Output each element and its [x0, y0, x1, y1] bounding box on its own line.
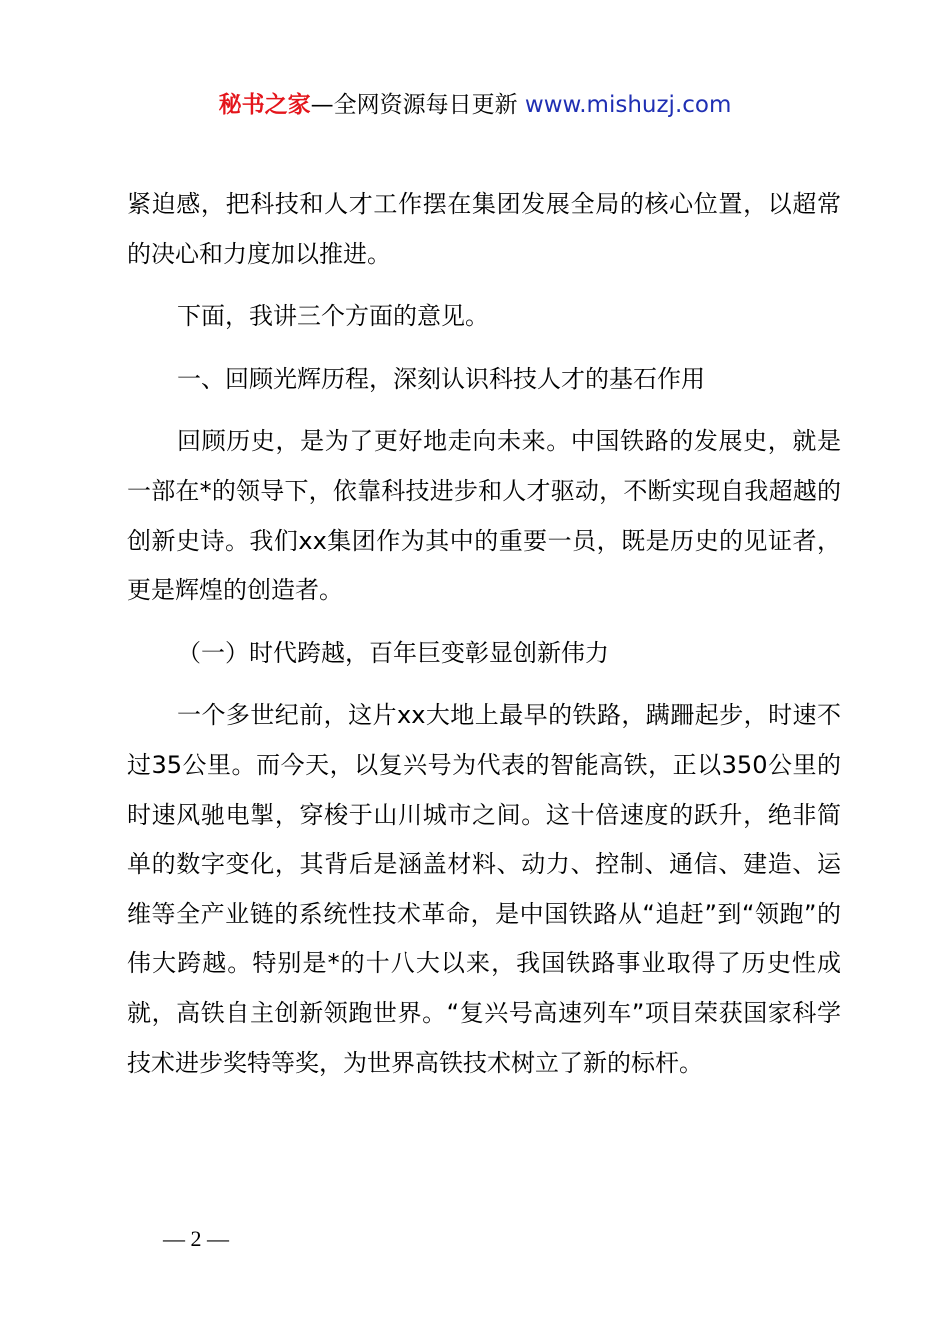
document-body: [127, 180, 841, 1101]
paragraph-railway-leap: 一个多世纪前，这片xx大地上最早的铁路，蹒跚起步，时速不过35公里。而今天，以复兴号为代表的智能高铁，正以350公里的时速风驰电掣，穿梭于山川城市之间。这十倍速度的跃升，绝非简单的数字变化，其背后是涵盖材料、动力、控制、通信、建造、运维等全产业链的系统性技术革命，是中国铁路从“追赶”到“领跑”的伟大跨越。特别是*的十八大以来，我国铁路事业取得了历史性成就，高铁自主创新领跑世界。“复兴号高速列车”项目荣获国家科学技术进步奖特等奖，为世界高铁技术树立了新的标杆。: [127, 701, 841, 1077]
paragraph-intro: 下面，我讲三个方面的意见。: [177, 302, 489, 331]
paragraph-history: 回顾历史，是为了更好地走向未来。中国铁路的发展史，就是一部在*的领导下，依靠科技进步和人才驱动，不断实现自我超越的创新史诗。我们xx集团作为其中的重要一员，既是历史的见证者，更是辉煌的创造者。: [127, 427, 841, 605]
header-tagline: —全网资源每日更新: [310, 92, 518, 118]
subsection-heading-1: （一）时代跨越，百年巨变彰显创新伟力: [177, 638, 609, 667]
website-link[interactable]: www.mishuzj.com: [524, 92, 732, 118]
paragraph-continuation: 紧迫感，把科技和人才工作摆在集团发展全局的核心位置，以超常的决心和力度加以推进。: [127, 190, 841, 268]
brand-name: 秘书之家: [218, 92, 311, 118]
page-number: — 2 —: [163, 1226, 229, 1251]
page-header: [0, 88, 950, 122]
section-heading-1: 一、回顾光辉历程，深刻认识科技人才的基石作用: [177, 364, 705, 393]
